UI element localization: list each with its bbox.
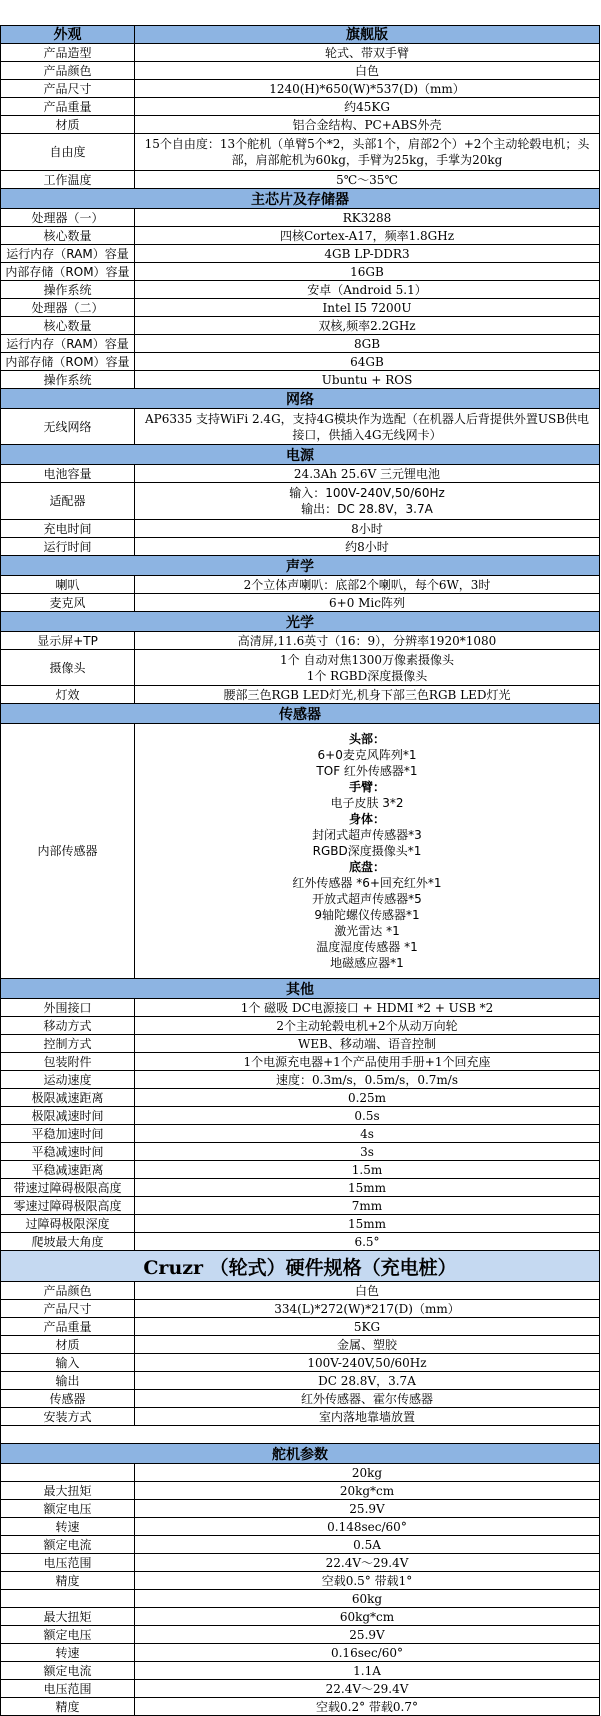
table-row xyxy=(0,1143,600,1161)
table-row xyxy=(0,1372,600,1390)
row-value: 1.1A xyxy=(135,1662,600,1680)
row-value: 2个主动轮毂电机+2个从动万向轮 xyxy=(135,1017,600,1035)
row-value: 约45KG xyxy=(135,98,600,116)
row-label: 运行内存（RAM）容量 xyxy=(0,245,135,263)
row-label: 产品尺寸 xyxy=(0,1300,135,1318)
row-value: 安卓（Android 5.1） xyxy=(135,281,600,299)
row-value xyxy=(135,483,600,520)
row-label: 最大扭矩 xyxy=(0,1608,135,1626)
row-label: 运行时间 xyxy=(0,538,135,556)
row-label: 带速过障碍极限高度 xyxy=(0,1179,135,1197)
row-label: 核心数量 xyxy=(0,227,135,245)
table-row xyxy=(0,1071,600,1089)
row-value: 旗舰版 xyxy=(135,25,600,44)
table-row xyxy=(0,1590,600,1608)
table-row xyxy=(0,1518,600,1536)
table-row xyxy=(0,465,600,483)
value-line: 身体： xyxy=(348,812,385,826)
row-label: 安装方式 xyxy=(0,1408,135,1426)
row-label: 控制方式 xyxy=(0,1035,135,1053)
table-row xyxy=(0,1390,600,1408)
row-value: 0.16sec/60° xyxy=(135,1644,600,1662)
value-line: RGBD深度摄像头*1 xyxy=(312,844,422,858)
row-value: 1240(H)*650(W)*537(D)（mm） xyxy=(135,80,600,98)
table-row xyxy=(0,1197,600,1215)
row-value: 4GB LP-DDR3 xyxy=(135,245,600,263)
row-value: 高清屏,11.6英寸（16：9），分辨率1920*1080 xyxy=(135,632,600,650)
row-label: 电压范围 xyxy=(0,1554,135,1572)
table-row xyxy=(0,44,600,62)
table-row xyxy=(0,245,600,263)
table-row xyxy=(0,1536,600,1554)
row-label: 额定电压 xyxy=(0,1626,135,1644)
row-value: 双核,频率2.2GHz xyxy=(135,317,600,335)
row-value: 8GB xyxy=(135,335,600,353)
row-label: 内部传感器 xyxy=(0,724,135,979)
table-row xyxy=(0,353,600,371)
blank-row xyxy=(0,1426,600,1444)
spec-table xyxy=(0,25,600,1716)
table-row xyxy=(0,724,600,979)
table-row xyxy=(0,1318,600,1336)
row-label: 平稳减速时间 xyxy=(0,1143,135,1161)
table-row xyxy=(0,650,600,686)
row-value: 15mm xyxy=(135,1215,600,1233)
row-label: 运动速度 xyxy=(0,1071,135,1089)
row-value: DC 28.8V，3.7A xyxy=(135,1372,600,1390)
row-label: 平稳减速距离 xyxy=(0,1161,135,1179)
value-line: 输出：DC 28.8V，3.7A xyxy=(301,502,433,516)
row-value: 60kg xyxy=(135,1590,600,1608)
value-line: 输入：100V-240V,50/60Hz xyxy=(289,486,445,500)
value-line: TOF 红外传感器*1 xyxy=(316,764,418,778)
row-value: 100V-240V,50/60Hz xyxy=(135,1354,600,1372)
table-row xyxy=(0,1644,600,1662)
row-label: 最大扭矩 xyxy=(0,1482,135,1500)
section-header: 光学 xyxy=(0,612,600,632)
table-row xyxy=(0,483,600,520)
row-value: 5℃～35℃ xyxy=(135,171,600,189)
row-value: 1.5m xyxy=(135,1161,600,1179)
value-line: 手臂： xyxy=(348,780,385,794)
table-row xyxy=(0,98,600,116)
row-value: 轮式、带双手臂 xyxy=(135,44,600,62)
table-row xyxy=(0,1408,600,1426)
row-label: 平稳加速时间 xyxy=(0,1125,135,1143)
row-value: 5KG xyxy=(135,1318,600,1336)
row-value: 红外传感器、霍尔传感器 xyxy=(135,1390,600,1408)
row-value: 25.9V xyxy=(135,1626,600,1644)
row-label: 内部存储（ROM）容量 xyxy=(0,353,135,371)
row-value: 0.148sec/60° xyxy=(135,1518,600,1536)
row-label: 操作系统 xyxy=(0,371,135,389)
table-row xyxy=(0,1300,600,1318)
row-value: 速度：0.3m/s，0.5m/s，0.7m/s xyxy=(135,1071,600,1089)
value-line: 电子皮肤 3*2 xyxy=(330,796,404,810)
row-label: 灯效 xyxy=(0,686,135,704)
row-value: 7mm xyxy=(135,1197,600,1215)
section-header: 舵机参数 xyxy=(0,1444,600,1464)
row-label: 工作温度 xyxy=(0,171,135,189)
row-label: 电压范围 xyxy=(0,1680,135,1698)
row-label: 处理器（二） xyxy=(0,299,135,317)
row-value: 0.5A xyxy=(135,1536,600,1554)
row-label: 外观 xyxy=(0,25,135,44)
table-row xyxy=(0,1125,600,1143)
row-label: 产品颜色 xyxy=(0,62,135,80)
row-label: 适配器 xyxy=(0,483,135,520)
row-label: 喇叭 xyxy=(0,576,135,594)
value-line: 15个自由度：13个舵机（单臂5个*2，头部1个，肩部2个）+2个主动轮毂电机；头 xyxy=(144,137,590,151)
row-value: 64GB xyxy=(135,353,600,371)
row-value: 四核Cortex-A17，频率1.8GHz xyxy=(135,227,600,245)
row-label: 爬坡最大角度 xyxy=(0,1233,135,1251)
row-label: 产品重量 xyxy=(0,1318,135,1336)
row-value: 8小时 xyxy=(135,520,600,538)
row-label xyxy=(0,1590,135,1608)
value-line: 9轴陀螺仪传感器*1 xyxy=(314,908,420,922)
table-row xyxy=(0,1053,600,1071)
table-row xyxy=(0,80,600,98)
section-header: 网络 xyxy=(0,389,600,409)
row-label: 过障碍极限深度 xyxy=(0,1215,135,1233)
table-row xyxy=(0,209,600,227)
value-line: 部，肩部舵机为60kg，手臂为25kg，手掌为20kg xyxy=(231,153,503,167)
value-line: 温度湿度传感器 *1 xyxy=(316,940,418,954)
table-row xyxy=(0,281,600,299)
row-label: 材质 xyxy=(0,1336,135,1354)
table-row xyxy=(0,576,600,594)
table-row xyxy=(0,594,600,612)
table-row xyxy=(0,1089,600,1107)
row-value: 6+0 Mic阵列 xyxy=(135,594,600,612)
row-label: 麦克风 xyxy=(0,594,135,612)
row-value: 1个电源充电器+1个产品使用手册+1个回充座 xyxy=(135,1053,600,1071)
row-value: 60kg*cm xyxy=(135,1608,600,1626)
table-row xyxy=(0,999,600,1017)
row-value: 25.9V xyxy=(135,1500,600,1518)
value-line: 头部： xyxy=(348,732,385,746)
table-row xyxy=(0,299,600,317)
row-value: 4s xyxy=(135,1125,600,1143)
row-value: 2个立体声喇叭：底部2个喇叭，每个6W，3时 xyxy=(135,576,600,594)
table-row xyxy=(0,1179,600,1197)
table-row xyxy=(0,409,600,445)
row-value xyxy=(135,134,600,171)
value-line: 封闭式超声传感器*3 xyxy=(312,828,422,842)
table-row xyxy=(0,632,600,650)
row-value: 白色 xyxy=(135,1282,600,1300)
value-line: 6+0麦克风阵列*1 xyxy=(317,748,417,762)
table-row xyxy=(0,1107,600,1125)
row-label: 产品尺寸 xyxy=(0,80,135,98)
value-line: AP6335 支持WiFi 2.4G，支持4G模块作为选配（在机器人后背提供外置USB供电 xyxy=(144,411,590,426)
row-label: 处理器（一） xyxy=(0,209,135,227)
row-label: 核心数量 xyxy=(0,317,135,335)
row-value: 6.5° xyxy=(135,1233,600,1251)
row-value xyxy=(135,650,600,686)
row-value: 3s xyxy=(135,1143,600,1161)
row-label: 额定电压 xyxy=(0,1500,135,1518)
row-label: 运行内存（RAM）容量 xyxy=(0,335,135,353)
row-value: 0.5s xyxy=(135,1107,600,1125)
row-label: 转速 xyxy=(0,1518,135,1536)
row-label xyxy=(0,1464,135,1482)
table-row xyxy=(0,1482,600,1500)
row-label: 极限减速距离 xyxy=(0,1089,135,1107)
section-header: 声学 xyxy=(0,556,600,576)
row-label: 自由度 xyxy=(0,134,135,171)
row-label: 无线网络 xyxy=(0,409,135,445)
row-label: 零速过障碍极限高度 xyxy=(0,1197,135,1215)
table-row xyxy=(0,1354,600,1372)
row-value: 22.4V～29.4V xyxy=(135,1554,600,1572)
section-header: 主芯片及存储器 xyxy=(0,189,600,209)
table-row xyxy=(0,227,600,245)
table-row xyxy=(0,1161,600,1179)
table-row xyxy=(0,1500,600,1518)
value-line: 红外传感器 *6+回充红外*1 xyxy=(292,876,442,890)
row-value: 白色 xyxy=(135,62,600,80)
row-value: 空载0.2° 带载0.7° xyxy=(135,1698,600,1716)
table-row xyxy=(0,1282,600,1300)
value-line: 开放式超声传感器*5 xyxy=(312,892,422,906)
row-value: 20kg*cm xyxy=(135,1482,600,1500)
table-row xyxy=(0,1608,600,1626)
row-value: 22.4V～29.4V xyxy=(135,1680,600,1698)
table-row xyxy=(0,686,600,704)
table-row xyxy=(0,520,600,538)
row-value xyxy=(135,724,600,979)
table-row xyxy=(0,1233,600,1251)
table-row xyxy=(0,171,600,189)
table-row xyxy=(0,1336,600,1354)
table-row xyxy=(0,538,600,556)
table-row xyxy=(0,371,600,389)
row-value: 腰部三色RGB LED灯光,机身下部三色RGB LED灯光 xyxy=(135,686,600,704)
row-value: RK3288 xyxy=(135,209,600,227)
row-label: 产品重量 xyxy=(0,98,135,116)
table-row xyxy=(0,134,600,171)
row-value: 0.25m xyxy=(135,1089,600,1107)
row-label: 精度 xyxy=(0,1698,135,1716)
table-row xyxy=(0,1017,600,1035)
row-label: 材质 xyxy=(0,116,135,134)
row-value: 20kg xyxy=(135,1464,600,1482)
value-line: 1个 RGBD深度摄像头 xyxy=(306,668,428,683)
row-value: 334(L)*272(W)*217(D)（mm） xyxy=(135,1300,600,1318)
row-label: 转速 xyxy=(0,1644,135,1662)
row-label: 摄像头 xyxy=(0,650,135,686)
row-value: 24.3Ah 25.6V 三元锂电池 xyxy=(135,465,600,483)
row-label: 精度 xyxy=(0,1572,135,1590)
row-value: Intel I5 7200U xyxy=(135,299,600,317)
table-row xyxy=(0,1626,600,1644)
value-line: 激光雷达 *1 xyxy=(334,924,400,938)
row-label: 产品造型 xyxy=(0,44,135,62)
row-label: 输出 xyxy=(0,1372,135,1390)
table-row xyxy=(0,1464,600,1482)
table-row xyxy=(0,116,600,134)
value-line: 底盘： xyxy=(348,860,385,874)
row-label: 传感器 xyxy=(0,1390,135,1408)
row-value: 约8小时 xyxy=(135,538,600,556)
row-value: 空载0.5° 带载1° xyxy=(135,1572,600,1590)
table-row xyxy=(0,1572,600,1590)
table-row xyxy=(0,62,600,80)
row-label: 产品颜色 xyxy=(0,1282,135,1300)
table-row xyxy=(0,317,600,335)
row-label: 额定电流 xyxy=(0,1536,135,1554)
section-header: 其他 xyxy=(0,979,600,999)
table-row xyxy=(0,1035,600,1053)
row-label: 操作系统 xyxy=(0,281,135,299)
table-header-row xyxy=(0,25,600,44)
section-header: 电源 xyxy=(0,445,600,465)
value-line: 1个 自动对焦1300万像素摄像头 xyxy=(280,652,454,667)
row-label: 包装附件 xyxy=(0,1053,135,1071)
row-label: 输入 xyxy=(0,1354,135,1372)
row-label: 充电时间 xyxy=(0,520,135,538)
value-line: 接口，供插入4G无线网卡） xyxy=(292,427,442,442)
row-value xyxy=(135,409,600,445)
row-value: 15mm xyxy=(135,1179,600,1197)
value-line: 地磁感应器*1 xyxy=(330,956,404,970)
table-row xyxy=(0,1662,600,1680)
row-value: Ubuntu + ROS xyxy=(135,371,600,389)
table-row xyxy=(0,1215,600,1233)
section-header: 传感器 xyxy=(0,704,600,724)
table-row xyxy=(0,1554,600,1572)
table-row xyxy=(0,263,600,281)
row-label: 内部存储（ROM）容量 xyxy=(0,263,135,281)
table-row xyxy=(0,1698,600,1716)
row-value: 16GB xyxy=(135,263,600,281)
table-row xyxy=(0,335,600,353)
charging-dock-title: Cruzr （轮式）硬件规格（充电桩） xyxy=(0,1251,600,1282)
row-value: WEB、移动端、语音控制 xyxy=(135,1035,600,1053)
row-value: 室内落地靠墙放置 xyxy=(135,1408,600,1426)
row-label: 移动方式 xyxy=(0,1017,135,1035)
row-label: 极限减速时间 xyxy=(0,1107,135,1125)
row-label: 电池容量 xyxy=(0,465,135,483)
row-label: 显示屏+TP xyxy=(0,632,135,650)
row-label: 额定电流 xyxy=(0,1662,135,1680)
row-label: 外围接口 xyxy=(0,999,135,1017)
row-value: 金属、塑胶 xyxy=(135,1336,600,1354)
row-value: 铝合金结构、PC+ABS外壳 xyxy=(135,116,600,134)
row-value: 1个 磁吸 DC电源接口 + HDMI *2 + USB *2 xyxy=(135,999,600,1017)
